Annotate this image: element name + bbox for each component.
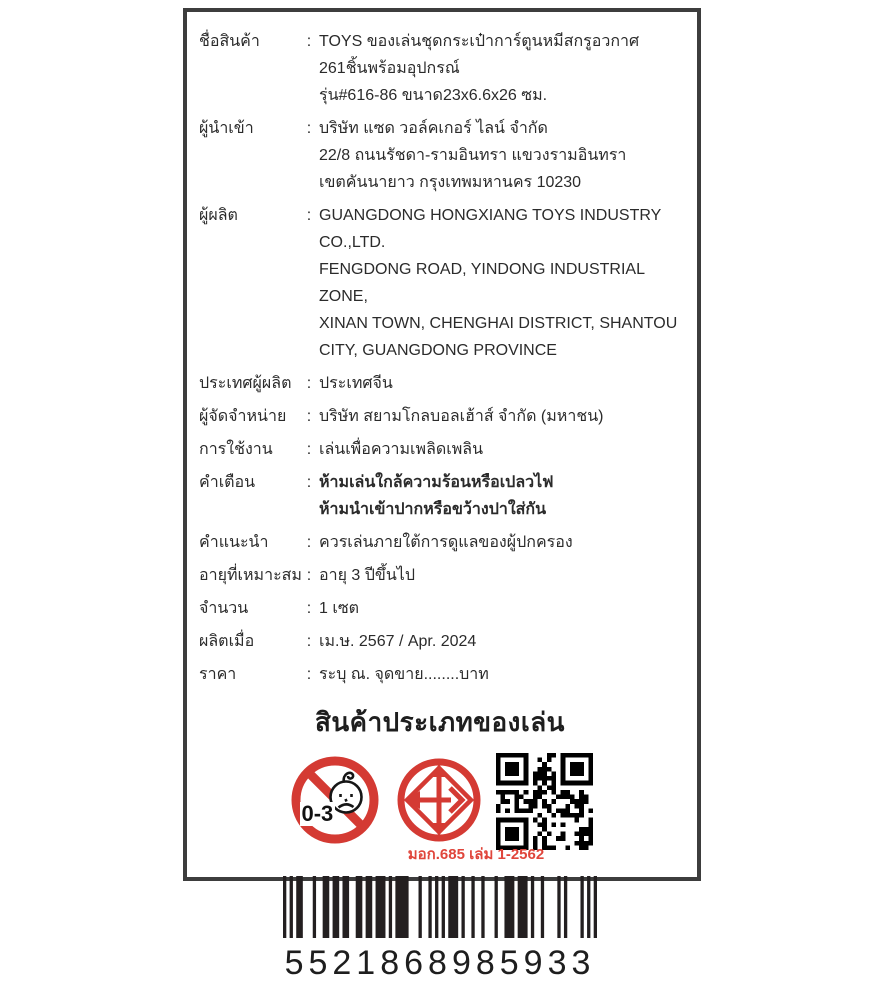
standard-number-text: มอก.685 เล่ม 1-2562	[407, 846, 545, 863]
tis-certification-mark-icon	[394, 755, 484, 845]
value-line: FENGDONG ROAD, YINDONG INDUSTRIAL ZONE,	[319, 261, 645, 305]
field-label: ผลิตเมื่อ	[199, 633, 255, 650]
field-label: ผู้จัดจำหน่าย	[199, 408, 287, 425]
value-line: 1 เซต	[319, 600, 360, 617]
field-colon: :	[306, 666, 312, 683]
value-line: เม.ษ. 2567 / Apr. 2024	[319, 633, 477, 650]
value-line: ควรเล่นภายใต้การดูแลของผู้ปกครอง	[319, 534, 573, 551]
field-row-production-date	[199, 628, 681, 655]
field-row-importer	[199, 115, 681, 196]
value-line: TOYS ของเล่นชุดกระเป๋าการ์ตูนหมีสกรูอวกาศ 261ชิ้นพร้อมอุปกรณ์	[319, 33, 640, 77]
field-colon: :	[306, 567, 312, 584]
field-colon: :	[306, 375, 312, 392]
field-row-country-of-origin	[199, 370, 681, 397]
value-line: GUANGDONG HONGXIANG TOYS INDUSTRY CO.,LTD.	[319, 207, 661, 251]
field-row-price	[199, 661, 681, 688]
field-row-suitable-age	[199, 562, 681, 589]
field-colon: :	[306, 408, 312, 425]
field-value	[319, 436, 681, 463]
field-value	[319, 661, 681, 688]
field-colon: :	[306, 534, 312, 551]
section-heading-toy-product: สินค้าประเภทของเล่น	[315, 707, 565, 737]
field-value	[319, 202, 681, 364]
field-label: ประเทศผู้ผลิต	[199, 375, 292, 392]
field-row-warning	[199, 469, 681, 523]
field-colon: :	[306, 120, 312, 137]
value-line: CITY, GUANGDONG PROVINCE	[319, 342, 557, 359]
field-value	[319, 529, 681, 556]
value-line: อายุ 3 ปีขึ้นไป	[319, 567, 415, 584]
field-value	[319, 562, 681, 589]
field-colon: :	[306, 207, 312, 224]
value-line: บริษัท แซด วอล์คเกอร์ ไลน์ จำกัด	[319, 120, 548, 137]
field-colon: :	[306, 33, 312, 50]
field-row-usage	[199, 436, 681, 463]
value-line: 22/8 ถนนรัชดา-รามอินทรา แขวงรามอินทรา	[319, 147, 627, 164]
field-colon: :	[306, 474, 312, 491]
field-row-product-name	[199, 28, 681, 109]
field-row-quantity	[199, 595, 681, 622]
barcode-digits: 5521868985933	[284, 944, 596, 982]
qr-code	[496, 753, 593, 850]
field-label: ผู้นำเข้า	[199, 120, 254, 137]
prohibition-circle-icon	[288, 753, 382, 847]
field-label: จำนวน	[199, 600, 249, 617]
value-line: ห้ามนำเข้าปากหรือขว้างปาใส่กัน	[319, 501, 547, 518]
barcode-area	[199, 876, 681, 982]
field-value	[319, 28, 681, 109]
field-colon: :	[306, 600, 312, 617]
value-line: บริษัท สยามโกลบอลเฮ้าส์ จำกัด (มหาชน)	[319, 408, 604, 425]
field-row-distributor	[199, 403, 681, 430]
field-label: คำเตือน	[199, 474, 256, 491]
value-line: ห้ามเล่นใกล้ความร้อนหรือเปลวไฟ	[319, 474, 554, 491]
field-label: ผู้ผลิต	[199, 207, 238, 224]
field-label: คำแนะนำ	[199, 534, 269, 551]
value-line: ประเทศจีน	[319, 375, 393, 392]
value-line: รุ่น#616-86 ขนาด23x6.6x26 ซม.	[319, 87, 548, 104]
field-value	[319, 469, 681, 523]
field-colon: :	[306, 441, 312, 458]
value-line: ระบุ ณ. จุดขาย........บาท	[319, 666, 489, 683]
field-row-manufacturer	[199, 202, 681, 364]
field-value	[319, 595, 681, 622]
barcode	[283, 876, 597, 938]
field-label: อายุที่เหมาะสม	[199, 567, 302, 584]
product-label	[183, 8, 701, 982]
field-row-advice	[199, 529, 681, 556]
not-for-children-under-3-icon	[288, 753, 382, 847]
field-value	[319, 628, 681, 655]
age-range-text: 0-3	[301, 801, 334, 826]
field-value	[319, 115, 681, 196]
field-value	[319, 370, 681, 397]
value-line: เล่นเพื่อความเพลิดเพลิน	[319, 441, 484, 458]
value-line: เขตคันนายาว กรุงเทพมหานคร 10230	[319, 174, 582, 191]
safety-icons-row	[199, 753, 681, 851]
field-value	[319, 403, 681, 430]
field-label: การใช้งาน	[199, 441, 273, 458]
field-colon: :	[306, 633, 312, 650]
field-label: ราคา	[199, 666, 237, 683]
field-label: ชื่อสินค้า	[199, 33, 260, 50]
value-line: XINAN TOWN, CHENGHAI DISTRICT, SHANTOU	[319, 315, 678, 332]
